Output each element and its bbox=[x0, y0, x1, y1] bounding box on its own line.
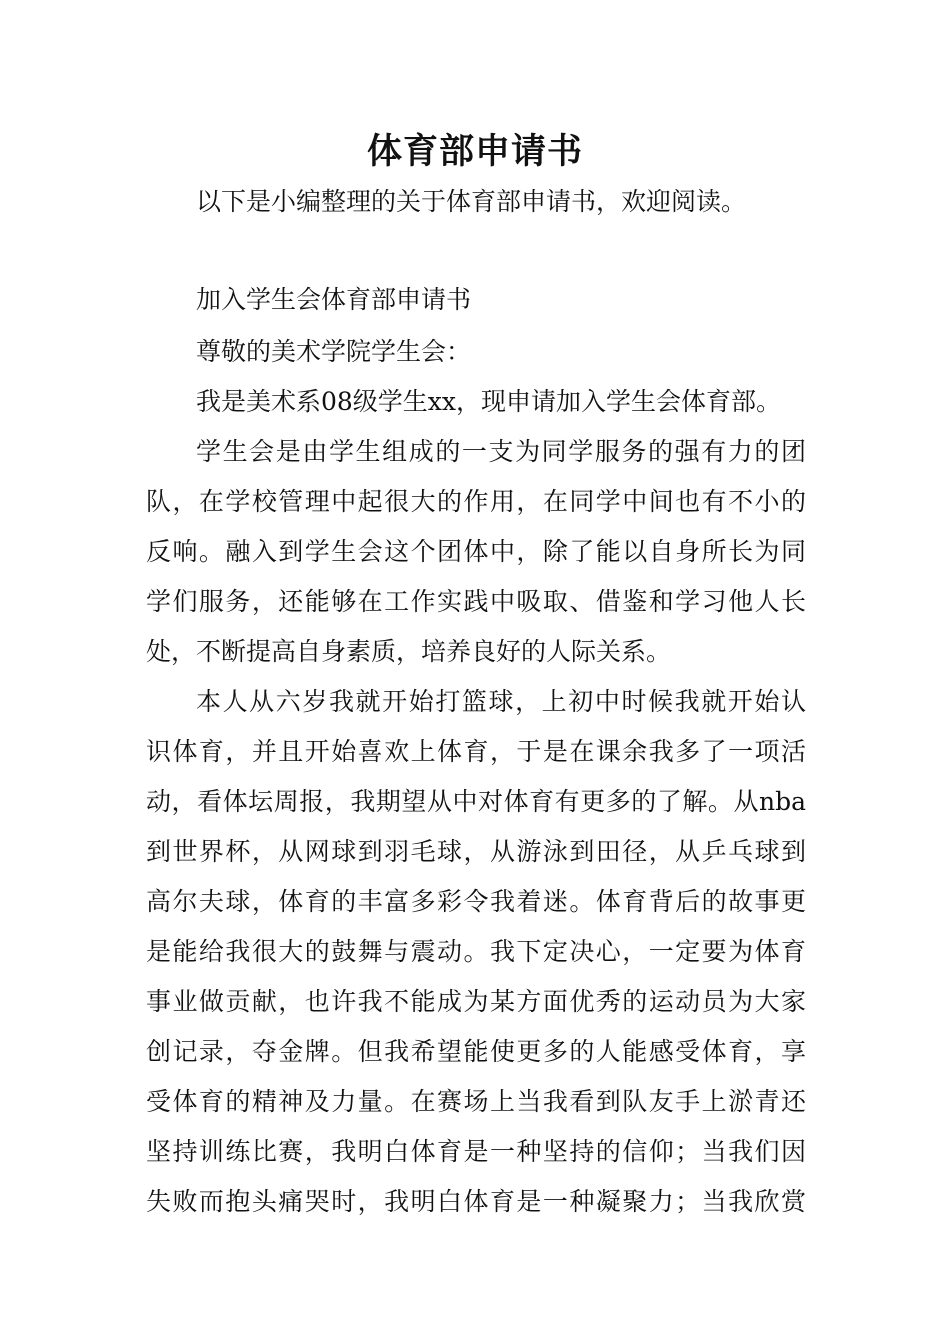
body-line: 失败而抱头痛哭时，我明白体育是一种凝聚力；当我欣赏 bbox=[146, 1187, 806, 1216]
body-line: 识体育，并且开始喜欢上体育，于是在课余我多了一项活 bbox=[146, 737, 806, 766]
body-line: 学生会是由学生组成的一支为同学服务的强有力的团 bbox=[196, 437, 806, 466]
body-line: 坚持训练比赛，我明白体育是一种坚持的信仰；当我们因 bbox=[146, 1137, 806, 1166]
body-line: 动，看体坛周报，我期望从中对体育有更多的了解。从nba bbox=[146, 787, 806, 816]
body-line: 高尔夫球，体育的丰富多彩令我着迷。体育背后的故事更 bbox=[146, 887, 806, 916]
body-line: 到世界杯，从网球到羽毛球，从游泳到田径，从乒乓球到 bbox=[146, 837, 806, 866]
body-line: 事业做贡献，也许我不能成为某方面优秀的运动员为大家 bbox=[146, 987, 806, 1016]
body-line: 处，不断提高自身素质，培养良好的人际关系。 bbox=[146, 637, 672, 666]
section-heading: 加入学生会体育部申请书 bbox=[196, 285, 472, 314]
body-line: 我是美术系08级学生xx，现申请加入学生会体育部。 bbox=[196, 387, 782, 416]
body-line: 本人从六岁我就开始打篮球，上初中时候我就开始认 bbox=[196, 687, 806, 716]
document-title: 体育部申请书 bbox=[366, 131, 583, 172]
intro-text: 以下是小编整理的关于体育部申请书，欢迎阅读。 bbox=[196, 187, 747, 216]
body-line: 队，在学校管理中起很大的作用，在同学中间也有不小的 bbox=[146, 487, 806, 516]
body-line: 受体育的精神及力量。在赛场上当我看到队友手上淤青还 bbox=[146, 1087, 806, 1116]
body-line: 创记录，夺金牌。但我希望能使更多的人能感受体育，享 bbox=[146, 1037, 806, 1066]
body-line: 反响。融入到学生会这个团体中，除了能以自身所长为同 bbox=[146, 537, 806, 566]
salutation: 尊敬的美术学院学生会： bbox=[196, 337, 472, 366]
body-line: 是能给我很大的鼓舞与震动。我下定决心，一定要为体育 bbox=[146, 937, 806, 966]
body-line: 学们服务，还能够在工作实践中吸取、借鉴和学习他人长 bbox=[146, 587, 806, 616]
